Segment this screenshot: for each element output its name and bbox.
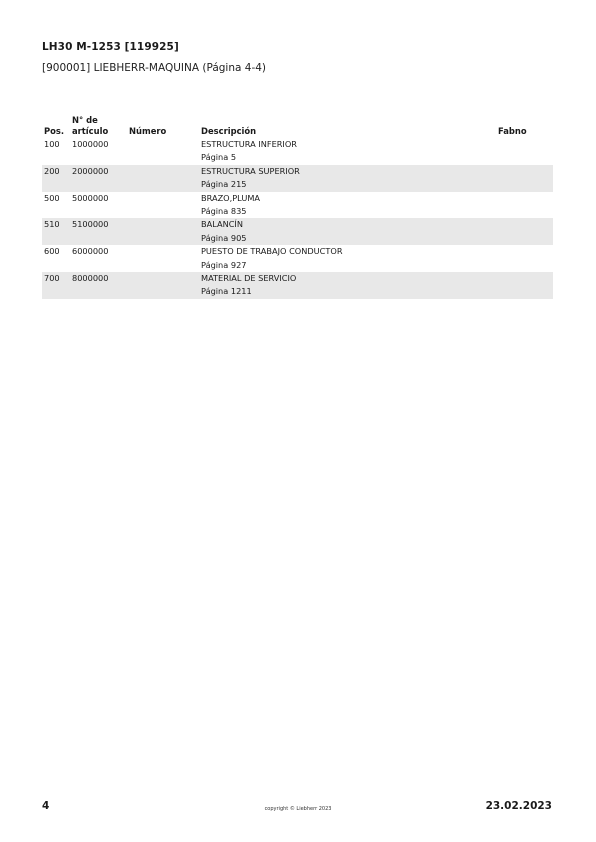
cell-number	[127, 138, 199, 165]
table-row	[42, 192, 553, 219]
cell-pos: 510	[42, 218, 70, 245]
cell-article: 1000000	[72, 139, 109, 149]
cell-article: 5000000	[72, 192, 109, 203]
column-header-number: Número	[129, 126, 167, 136]
table-row	[42, 272, 553, 299]
cell-fabno	[496, 138, 553, 165]
column-header-article-line1: N° de	[72, 115, 98, 125]
cell-number	[127, 165, 199, 192]
cell-fabno	[496, 245, 553, 272]
cell-fabno	[496, 165, 553, 192]
footer-page-number: 4	[42, 800, 50, 812]
table-row	[42, 218, 553, 245]
description-text: MATERIAL DE SERVICIO	[201, 273, 297, 284]
cell-fabno	[496, 272, 553, 299]
cell-article: 2000000	[70, 165, 127, 192]
document-title: LH30 M-1253 [119925]	[42, 41, 179, 53]
footer-copyright: copyright © Liebherr 2023	[264, 806, 332, 812]
parts-table	[42, 115, 553, 299]
description-text: BRAZO,PLUMA	[201, 192, 260, 203]
column-header-fabno: Fabno	[498, 126, 527, 136]
column-header-article-line2: artículo	[72, 126, 109, 136]
cell-article: 8000000	[70, 272, 127, 299]
page-reference-link[interactable]: Página 215	[201, 179, 247, 190]
table-row	[42, 165, 553, 192]
cell-pos: 100	[44, 139, 60, 149]
cell-description	[199, 218, 496, 245]
page-reference-link[interactable]: Página 905	[201, 232, 247, 243]
page-reference-link[interactable]: Página 927	[201, 259, 247, 270]
cell-description	[199, 138, 496, 165]
cell-pos: 500	[44, 192, 60, 203]
description-text: PUESTO DE TRABAJO CONDUCTOR	[201, 246, 343, 257]
table-row	[42, 245, 553, 272]
cell-description	[199, 192, 496, 219]
cell-number	[127, 218, 199, 245]
column-header-article	[70, 115, 127, 138]
cell-fabno	[496, 192, 553, 219]
cell-fabno	[496, 218, 553, 245]
cell-number	[127, 272, 199, 299]
cell-article: 5100000	[70, 218, 127, 245]
column-header-pos: Pos.	[44, 126, 65, 136]
cell-number	[127, 192, 199, 219]
cell-pos: 700	[42, 272, 70, 299]
cell-number	[127, 245, 199, 272]
page-reference-link[interactable]: Página 1211	[201, 286, 252, 297]
document-subtitle: [900001] LIEBHERR-MAQUINA (Página 4-4)	[42, 62, 267, 74]
description-text: ESTRUCTURA INFERIOR	[201, 139, 297, 149]
description-text: BALANCÍN	[201, 219, 243, 230]
footer-date: 23.02.2023	[485, 800, 552, 812]
table-row	[42, 138, 553, 165]
cell-pos: 600	[44, 246, 60, 257]
page-reference-link[interactable]: Página 835	[201, 206, 247, 217]
description-text: ESTRUCTURA SUPERIOR	[201, 165, 300, 176]
cell-description	[199, 272, 496, 299]
column-header-description: Descripción	[201, 126, 257, 136]
cell-pos: 200	[42, 165, 70, 192]
cell-description	[199, 165, 496, 192]
cell-article: 6000000	[72, 246, 109, 257]
cell-description	[199, 245, 496, 272]
page-reference-link[interactable]: Página 5	[201, 152, 237, 163]
table-header-row	[42, 115, 553, 138]
